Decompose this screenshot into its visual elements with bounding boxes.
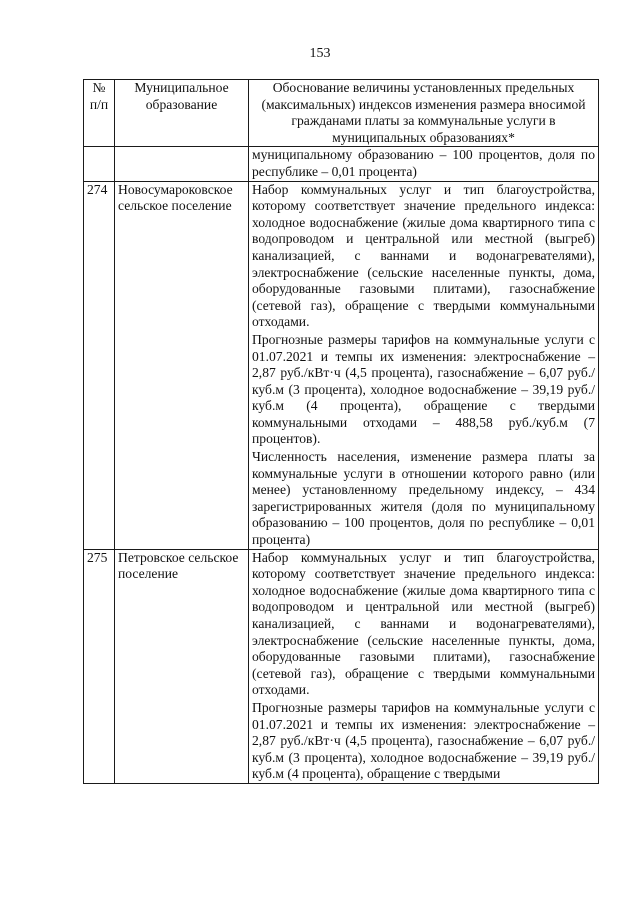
row-municipality [115, 147, 249, 181]
header-municipality: Муниципальное образование [115, 80, 249, 147]
row-justification [249, 147, 599, 181]
row-number [84, 147, 115, 181]
justification-paragraph: Численность населения, изменение размера платы за коммунальные услуги в отношении которого равно (или менее) установленному предельному индексу, – 434 зарегистрированных жителя (доля по муниципальному образованию – 100 процентов, доля по республике – 0,01 процента) [252, 449, 595, 548]
row-municipality: Петровское сельское поселение [115, 549, 249, 783]
row-justification [249, 549, 599, 783]
header-number: № п/п [84, 80, 115, 147]
table-row [84, 549, 599, 783]
header-justification: Обоснование величины установленных предельных (максимальных) индексов изменения размера вносимой гражданами платы за коммунальные услуги в муниципальных образованиях* [249, 80, 599, 147]
page-number: 153 [309, 46, 331, 61]
justification-paragraph: муниципальному образованию – 100 процентов, доля по республике – 0,01 процента) [252, 147, 595, 179]
table-row [84, 147, 599, 181]
row-number: 275 [84, 549, 115, 783]
row-justification [249, 181, 599, 549]
justification-paragraph: Прогнозные размеры тарифов на коммунальные услуги с 01.07.2021 и темпы их изменения: электроснабжение – 2,87 руб./кВт·ч (4,5 процента), газоснабжение – 6,07 руб./куб.м (3 процента), холодное водоснабжение – 39,19 руб./куб.м (4 процента), обращение с твердыми коммунальными отходами – 488,58 руб./куб.м (7 процентов). [252, 331, 595, 447]
justification-paragraph: Набор коммунальных услуг и тип благоустройства, которому соответствует значение предельного индекса: холодное водоснабжение (жилые дома квартирного типа с водопроводом и центральной или местной (выгреб) канализацией, с ваннами и водонагревателями), электроснабжение (сельские населенные пункты, дома, оборудованные газовыми плитами), газоснабжение (сетевой газ), обращение с твердыми коммунальными отходами. [252, 181, 595, 330]
tariff-justification-table [83, 79, 599, 784]
justification-paragraph: Прогнозные размеры тарифов на коммунальные услуги с 01.07.2021 и темпы их изменения: электроснабжение – 2,87 руб./кВт·ч (4,5 процента), газоснабжение – 6,07 руб./куб.м (3 процента), холодное водоснабжение – 39,19 руб./куб.м (4 процента), обращение с твердыми [252, 699, 595, 782]
row-number: 274 [84, 181, 115, 549]
row-municipality: Новосумароковское сельское поселение [115, 181, 249, 549]
justification-paragraph: Набор коммунальных услуг и тип благоустройства, которому соответствует значение предельного индекса: холодное водоснабжение (жилые дома квартирного типа с водопроводом и центральной или местной (выгреб) канализацией, с ваннами и водонагревателями), электроснабжение (сельские населенные пункты, дома, оборудованные газовыми плитами), газоснабжение (сетевой газ), обращение с твердыми коммунальными отходами. [252, 549, 595, 698]
table-row [84, 181, 599, 549]
table-header-row [84, 80, 599, 147]
